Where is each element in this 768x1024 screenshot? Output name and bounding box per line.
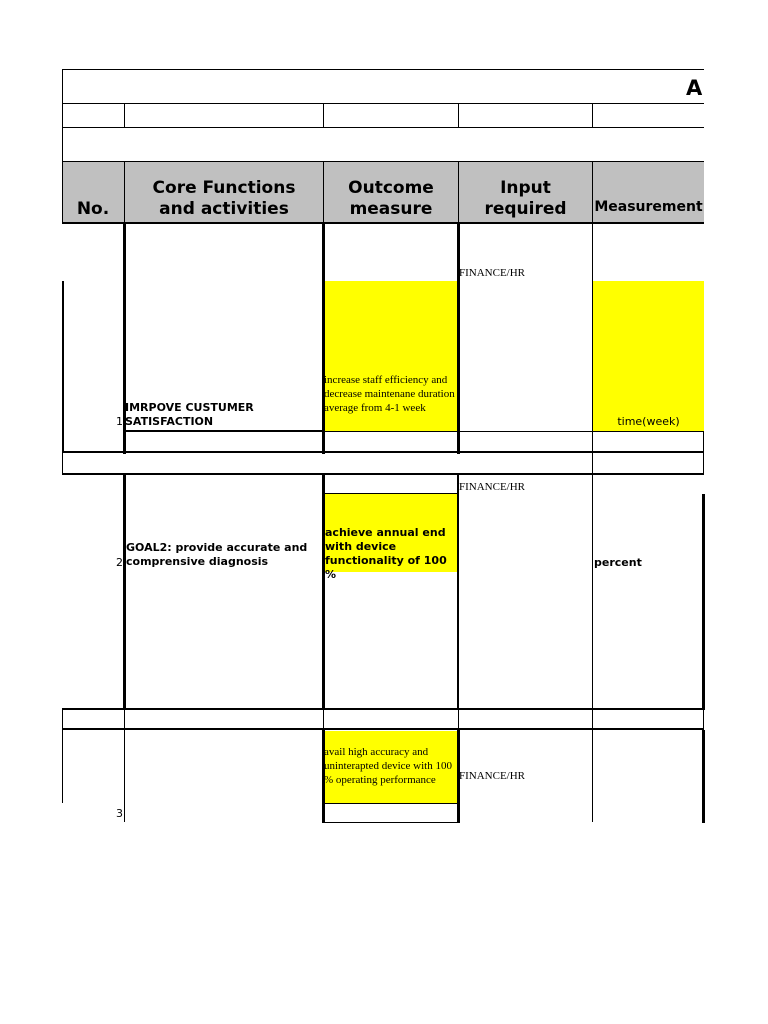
row3-right-line [702,730,705,823]
table-left-border [62,69,63,162]
spacer-bottom-border [62,127,704,128]
sheet-title: A [686,76,703,100]
row2-bottom-border [62,708,704,710]
row2-col-line-3 [457,474,459,710]
row3-number: 3 [116,807,123,820]
row1-col-line-3 [457,222,460,454]
spacer-col-line-1 [124,103,125,127]
row2-highlight-top [324,493,458,494]
row2-input-required: FINANCE/HR [459,481,526,493]
row1-right-line [703,432,704,453]
gap2-left-line [62,710,63,730]
row2-number: 2 [116,556,123,569]
row2-top-border [62,473,704,475]
row3-highlight-bottom [324,803,458,804]
header-outcome-measure: Outcome measure [348,178,434,219]
row3-top-border [62,728,704,730]
gap2-col-line-2 [323,710,324,730]
header-left-line [62,161,63,223]
row1-input-required: FINANCE/HR [459,267,526,279]
title-bottom-border [62,103,704,104]
row3-outcome-cell-bottom [324,822,458,823]
row1-core-function: IMRPOVE CUSTUMER SATISFACTION [125,401,254,428]
header-col-line-1 [124,161,125,223]
row1-highlight-bottom [324,431,704,432]
gap2-col-line-3 [458,710,459,730]
header-measurement: Measurement [594,199,703,215]
gap2-col-line-4 [592,710,593,730]
row3-col-line-1 [124,730,125,822]
row1-measurement: time(week) [617,415,680,428]
spacer-col-line-3 [458,103,459,127]
row1-col-line-2 [322,222,325,454]
gap1-col-line-4 [592,453,593,474]
gap1-right-line [703,453,704,474]
row3-input-required: FINANCE/HR [459,770,526,782]
table-top-border [62,69,704,70]
header-col-line-2 [323,161,324,223]
header-no: No. [76,199,110,219]
gap2-right-line [703,710,704,730]
row3-left-line [62,730,63,803]
row2-col-line-2 [322,474,325,710]
row2-col-line-4 [592,474,593,710]
row1-number: 1 [116,415,123,428]
row1-measurement-highlight [593,281,704,432]
gap2-col-line-1 [124,710,125,730]
row2-measurement: percent [594,556,642,569]
row2-core-function: GOAL2: provide accurate and comprensive diagnosis [126,541,308,568]
header-input-required: Input required [484,178,567,219]
header-bottom-border [62,222,704,224]
header-col-line-3 [458,161,459,223]
spacer-col-line-4 [592,103,593,127]
gap1-left-line [62,453,63,474]
header-core-functions: Core Functions and activities [152,178,296,219]
row2-right-line [702,494,705,710]
row3-outcome-measure: avail high accuracy and uninterapted device with 100 % operating performance [324,746,452,786]
row2-col-line-1 [123,474,126,710]
header-col-line-4 [592,161,593,223]
row3-col-line-4 [592,730,593,822]
spacer-col-line-2 [323,103,324,127]
row1-core-underline [124,430,324,432]
row1-bottom-border [62,451,704,453]
row1-outcome-measure: increase staff efficiency and decrease maintenane duration average from 4-1 week [324,374,455,414]
row2-outcome-measure: achieve annual end with device functionality of 100 % [325,526,447,581]
